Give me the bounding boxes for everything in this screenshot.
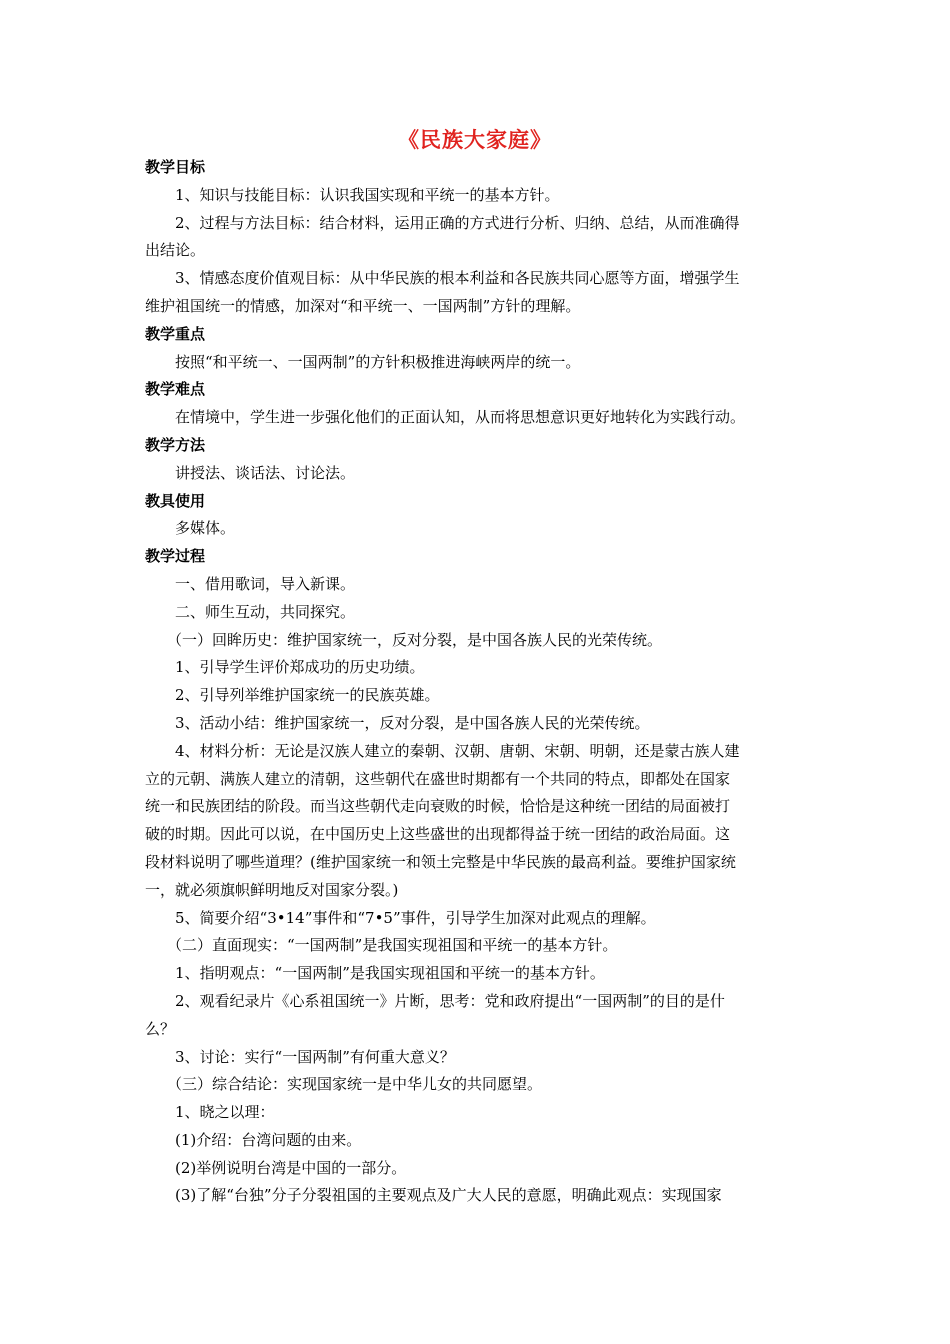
- process-line: 3、讨论：实行“一国两制”有何重大意义？: [175, 1047, 455, 1066]
- process-line: （三）综合结论：实现国家统一是中华儿女的共同愿望。: [167, 1075, 543, 1094]
- section-heading-difficulty: 教学难点: [145, 380, 206, 399]
- section-heading-method: 教学方法: [145, 435, 206, 454]
- process-line: 1、晓之以理：: [175, 1103, 275, 1122]
- difficulty-text: 在情境中，学生进一步强化他们的正面认知，从而将思想意识更好地转化为实践行动。: [175, 408, 746, 427]
- process-line: 一，就必须旗帜鲜明地反对国家分裂。): [145, 880, 399, 899]
- section-heading-tools: 教具使用: [145, 491, 206, 510]
- process-line: （二）直面现实：“一国两制”是我国实现祖国和平统一的基本方针。: [167, 936, 618, 955]
- process-line: 2、观看纪录片《心系祖国统一》片断，思考：党和政府提出“一国两制”的目的是什: [175, 991, 725, 1010]
- method-text: 讲授法、谈话法、讨论法。: [175, 463, 356, 482]
- process-line: （一）回眸历史：维护国家统一，反对分裂，是中国各族人民的光荣传统。: [167, 630, 663, 649]
- document-body: [145, 154, 809, 1210]
- process-line: 一、借用歌词，导入新课。: [175, 574, 356, 593]
- process-line: 2、引导列举维护国家统一的民族英雄。: [175, 686, 440, 705]
- section-heading-key: 教学重点: [145, 324, 206, 343]
- process-line: 1、引导学生评价郑成功的历史功绩。: [175, 658, 425, 677]
- goal-1: 1、知识与技能目标：认识我国实现和平统一的基本方针。: [175, 185, 560, 204]
- process-line: 段材料说明了哪些道理？(维护国家统一和领土完整是中华民族的最高利益。要维护国家统: [145, 852, 736, 871]
- process-line: 么？: [145, 1019, 176, 1038]
- process-line: 二、师生互动，共同探究。: [175, 602, 356, 621]
- process-line: 破的时期。因此可以说，在中国历史上这些盛世的出现都得益于统一团结的政治局面。这: [145, 825, 731, 844]
- process-line: (3)了解“台独”分子分裂祖国的主要观点及广大人民的意愿，明确此观点：实现国家: [175, 1186, 722, 1205]
- process-line: 3、活动小结：维护国家统一，反对分裂，是中国各族人民的光荣传统。: [175, 713, 650, 732]
- section-heading-goals: 教学目标: [145, 158, 206, 176]
- goal-3-line-2: 维护祖国统一的情感，加深对“和平统一、一国两制”方针的理解。: [145, 296, 581, 315]
- process-line: 5、简要介绍“3•14”事件和“7•5”事件，引导学生加深对此观点的理解。: [175, 908, 656, 927]
- goal-2-line-2: 出结论。: [145, 241, 206, 260]
- process-line: (2)举例说明台湾是中国的一部分。: [175, 1158, 407, 1177]
- process-line: 4、材料分析：无论是汉族人建立的秦朝、汉朝、唐朝、宋朝、明朝，还是蒙古族人建: [175, 741, 740, 760]
- key-text: 按照“和平统一、一国两制”的方针积极推进海峡两岸的统一。: [175, 352, 581, 371]
- process-line: 统一和民族团结的阶段。而当这些朝代走向衰败的时候，恰恰是这种统一团结的局面被打: [145, 797, 731, 816]
- document-title: 《民族大家庭》: [398, 127, 552, 152]
- tools-text: 多媒体。: [175, 519, 236, 538]
- process-line: 1、指明观点：“一国两制”是我国实现祖国和平统一的基本方针。: [175, 964, 605, 983]
- goal-3-line-1: 3、情感态度价值观目标：从中华民族的根本利益和各民族共同心愿等方面，增强学生: [175, 269, 740, 288]
- goal-2-line-1: 2、过程与方法目标：结合材料，运用正确的方式进行分析、归纳、总结，从而准确得: [175, 213, 740, 232]
- section-heading-process: 教学过程: [145, 547, 206, 566]
- process-line: 立的元朝、满族人建立的清朝，这些朝代在盛世时期都有一个共同的特点，即都处在国家: [145, 769, 731, 788]
- process-line: (1)介绍：台湾问题的由来。: [175, 1130, 362, 1149]
